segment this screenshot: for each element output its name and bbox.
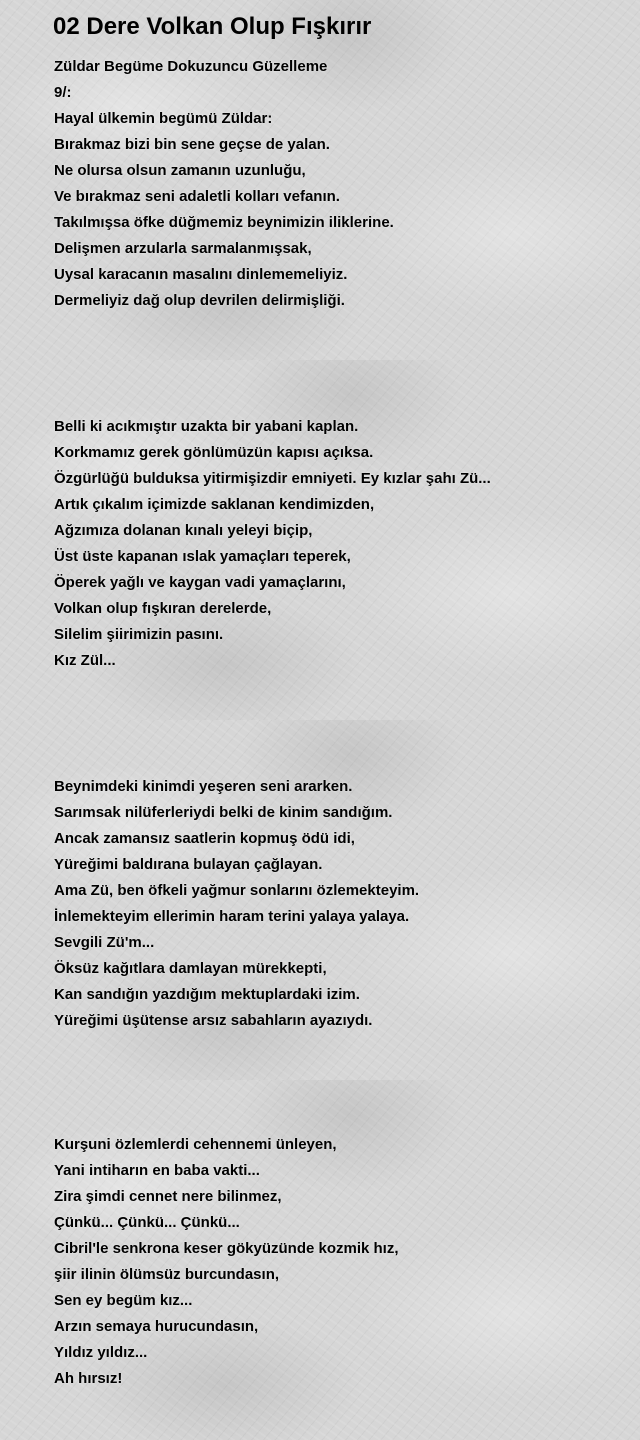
poem-line: Korkmamız gerek gönlümüzün kapısı açıksa. (54, 444, 374, 461)
poem-line: Öperek yağlı ve kaygan vadi yamaçlarını, (54, 574, 346, 591)
poem-line: 9/: (54, 84, 72, 101)
poem-line: Dermeliyiz dağ olup devrilen delirmişliği. (54, 292, 345, 309)
poem-line: Çünkü... Çünkü... Çünkü... (54, 1214, 240, 1231)
poem-line: Arzın semaya hurucundasın, (54, 1318, 259, 1335)
poem-line: Ah hırsız! (54, 1370, 123, 1387)
poem-line: Yüreğimi üşütense arsız sabahların ayazıydı. (54, 1012, 373, 1029)
poem-line: Volkan olup fışkıran derelerde, (54, 600, 272, 617)
poem-line: Kan sandığın yazdığım mektuplardaki izim. (54, 986, 360, 1003)
poem-line: Öksüz kağıtlara damlayan mürekkepti, (54, 960, 327, 977)
poem-line: Artık çıkalım içimizde saklanan kendimizden, (54, 496, 375, 513)
poem-line: Ancak zamansız saatlerin kopmuş ödü idi, (54, 830, 355, 847)
stanza-1 (54, 54, 394, 314)
poem-line: Ama Zü, ben öfkeli yağmur sonlarını özlemekteyim. (54, 882, 420, 899)
poem-line: Üst üste kapanan ıslak yamaçları teperek, (54, 548, 351, 565)
poem-title: 02 Dere Volkan Olup Fışkırır (53, 13, 372, 40)
poem-line: Ağzımıza dolanan kınalı yeleyi biçip, (54, 522, 313, 539)
poem-panel-4 (0, 1080, 640, 1440)
stanza-3 (54, 774, 419, 1034)
poem-line: Hayal ülkemin begümü Züldar: (54, 110, 273, 127)
poem-line: Silelim şiirimizin pasını. (54, 626, 224, 643)
poem-line: Delişmen arzularla sarmalanmışsak, (54, 240, 312, 257)
poem-line: Yüreğimi baldırana bulayan çağlayan. (54, 856, 323, 873)
poem-line: Belli ki acıkmıştır uzakta bir yabani kaplan. (54, 418, 359, 435)
poem-line: şiir ilinin ölümsüz burcundasın, (54, 1266, 280, 1283)
poem-line: Kurşuni özlemlerdi cehennemi ünleyen, (54, 1136, 337, 1153)
poem-line: Ve bırakmaz seni adaletli kolları vefanın. (54, 188, 340, 205)
poem-line: Yani intiharın en baba vakti... (54, 1162, 260, 1179)
poem-line: Kız Zül... (54, 652, 116, 669)
poem-line: Zira şimdi cennet nere bilinmez, (54, 1188, 282, 1205)
poem-panel-3 (0, 720, 640, 1080)
poem-line: Bırakmaz bizi bin sene geçse de yalan. (54, 136, 330, 153)
poem-panel-2 (0, 360, 640, 720)
poem-line: Sarımsak nilüferleriydi belki de kinim sandığım. (54, 804, 393, 821)
poem-panel-1 (0, 0, 640, 360)
stanza-2 (54, 414, 491, 674)
poem-line: Uysal karacanın masalını dinlememeliyiz. (54, 266, 348, 283)
poem-line: Beynimdeki kinimdi yeşeren seni ararken. (54, 778, 353, 795)
poem-line: Ne olursa olsun zamanın uzunluğu, (54, 162, 306, 179)
poem-line: Özgürlüğü bulduksa yitirmişizdir emniyeti. Ey kızlar şahı Zü... (54, 470, 491, 487)
poem-line: Takılmışsa öfke düğmemiz beynimizin iliklerine. (54, 214, 394, 231)
poem-line: Yıldız yıldız... (54, 1344, 148, 1361)
poem-line: Sevgili Zü'm... (54, 934, 155, 951)
poem-line: Cibril'le senkrona keser gökyüzünde kozmik hız, (54, 1240, 399, 1257)
stanza-4 (54, 1132, 399, 1392)
poem-line: Züldar Begüme Dokuzuncu Güzelleme (54, 58, 328, 75)
poem-line: İnlemekteyim ellerimin haram terini yalaya yalaya. (54, 908, 410, 925)
poem-line: Sen ey begüm kız... (54, 1292, 193, 1309)
